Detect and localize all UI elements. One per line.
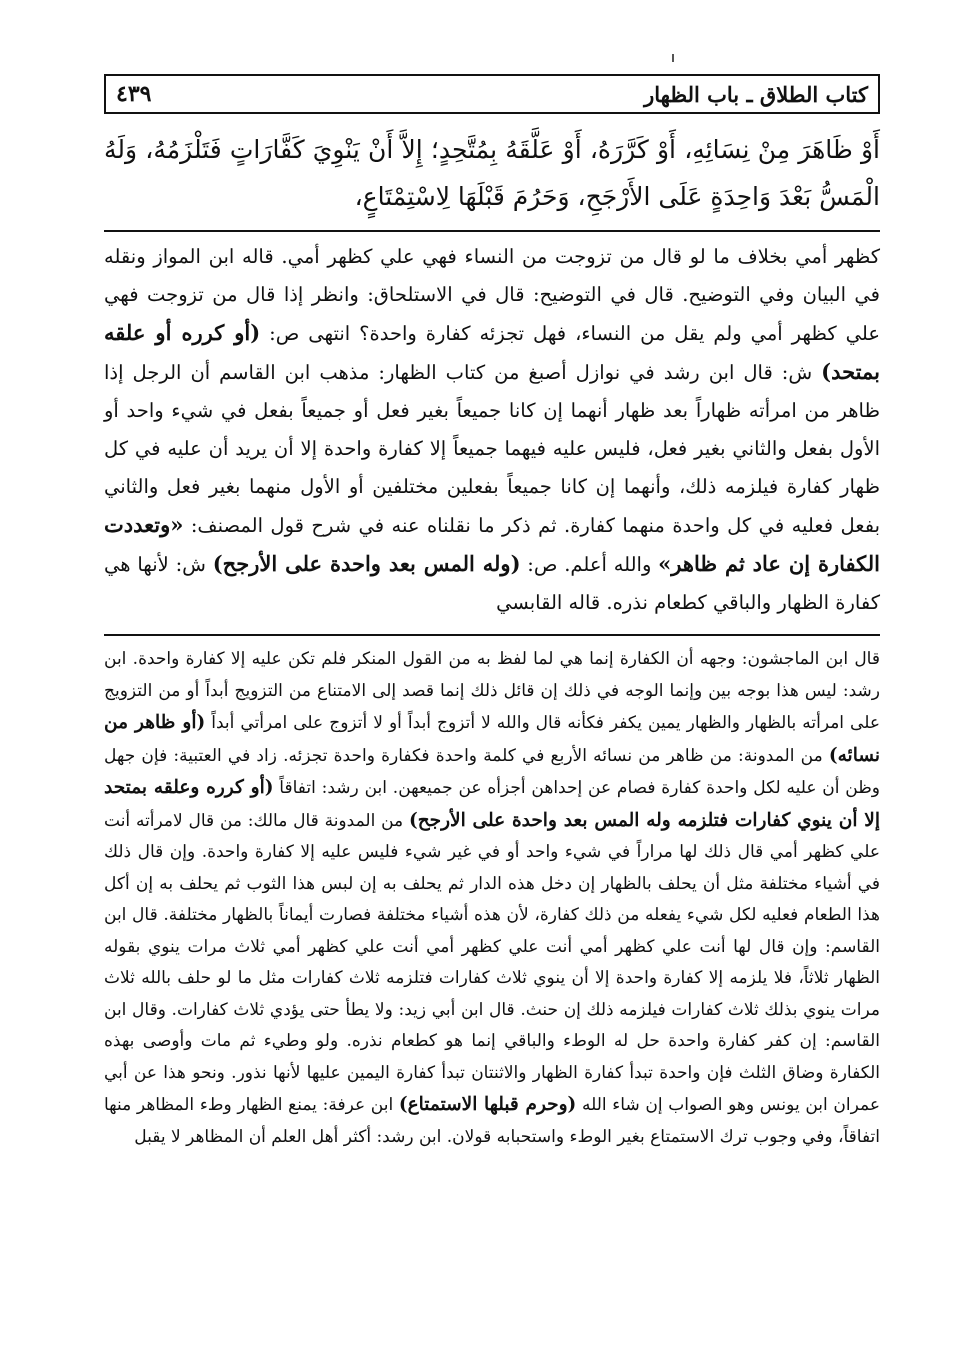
- hashiya-text-4: ابن عرفة: يمنع الظهار وطء المظاهر منها اتفاقاً، وفي وجوب ترك الاستمتاع بغير الوطء واستحبابه قولان. ابن رشد: أكثر أهل العلم أن المظاهر لا يقبل: [104, 1095, 880, 1147]
- page-number: ٤٣٩: [116, 81, 152, 107]
- matn-text: أَوْ ظَاهَرَ مِنْ نِسَائِهِ، أَوْ كَرَّرَهُ، أَوْ عَلَّقَهُ بِمُتَّحِدٍ؛ إِلاَّ أَنْ يَنْوِيَ كَفَّارَاتٍ فَتَلْزَمُهُ، وَلَهُ الْمَسُّ بَعْدَ وَاحِدَةٍ عَلَى الأَرْجَحِ، وَحَرُمَ قَبْلَهَا لِاسْتِمْتَاعٍ،: [104, 135, 880, 211]
- hashiya-quote-1: (أو ظاهر من نسائه): [104, 712, 880, 766]
- hashiya-quote-3: (وحرم قبلها الاستمتاع): [398, 1094, 577, 1115]
- hashiya-quote-2: (أو كرره وعلقه بمتحد إلا أن ينوي كفارات فتلزمه وله المس بعد واحدة على الأرجح): [104, 777, 880, 831]
- footnote-divider: [104, 634, 880, 636]
- scan-speck: [672, 54, 674, 62]
- sharh-quote-1: (أو كرره أو علقه بمتحد): [104, 320, 880, 384]
- sharh-text-4: ش: لأنها هي كفارة الظهار والباقي كطعام نذره. قاله القابسي: [104, 553, 880, 614]
- sharh-commentary: [104, 238, 880, 622]
- running-title: كتاب الطلاق ـ باب الظهار: [644, 81, 868, 107]
- sharh-text-2: ش: قال ابن رشد في نوازل أصبغ من كتاب الظهار: مذهب ابن القاسم أن الرجل إذا ظاهر من امرأته ظهاراً بعد ظهار أنهما إن كانا جميعاً بغير فعل أو جميعاً بفعل في شيء واحد أو الأول بفعل والثاني بغير فعل، فليس عليه فيهما جميعاً إلا كفارة واحدة إلا أن يريد أن عليه في كل ظهار كفارة فيلزمه ذلك، وأنهما إن كانا جميعاً بفعلين مختلفين أو الأول منهما بغير فعل والثاني بفعل فعليه في كل واحدة منهما كفارة. ثم ذكر ما نقلناه عنه في شرح قول المصنف:: [104, 361, 880, 537]
- hashiya-text-3: من المدونة قال مالك: من قال لامرأته أنت علي كظهر أمي قال ذلك لها مراراً في شيء واحد أو في غير شيء فليس عليه إلا كفارة واحدة. وإن قال ذلك في أشياء مختلفة مثل أن يحلف بالظهار إن دخل هذه الدار ثم يحلف به إن لبس هذا الثوب ثم يحلف به إن أكل هذا الطعام فعليه لكل شيء يفعله من ذلك كفارة، لأن هذه أشياء مختلفة فصارت أيماناً بالظهار مختلفة. قال ابن القاسم: وإن قال لها أنت علي كظهر أمي أنت علي كظهر أمي أنت علي كظهر أمي ثلاث مرات ينوي بقوله الظهار ثلاثاً، فلا يلزمه إلا كفارة واحدة إلا أن ينوي ثلاث كفارات فتلزمه ثلاث كفارات مثل ما لو حلف بالله ثلاث مرات ينوي بذلك ثلاث كفارات فيلزمه ذلك إن حنث. قال ابن أبي زيد: ولا يطأ حتى يؤدي ثلاث كفارات. وقال ابن القاسم: إن كفر كفارة واحدة حل له الوطء والباقي إنما هو كطعام نذره. ولو وطيء ثم مات وأوصى بهذه الكفارة وضاق الثلث فإن واحدة تبدأ كفارة الظهار والاثنتان تبدأ كفارة اليمين عليها لأنها نذور. ونحو هذا عن أبي عمران ابن يونس وهو الصواب إن شاء الله: [104, 810, 880, 1115]
- hashiya-text-1: قال ابن الماجشون: وجهه أن الكفارة إنما هي لما لفظ به من القول المنكر فلم تكن عليه إلا كفارة واحدة. ابن رشد: ليس هذا بوجه بين وإنما الوجه في ذلك إن قائل ذلك إنما قصد إلى الامتناع من التزويج أبداً أو من التزويج على امرأته بالظهار والظهار يمين يكفر فكأنه قال والله لا أتزوج أبداً أو لا أتزوج على امرأتي أبداً: [104, 649, 880, 733]
- sharh-text-1: كظهر أمي بخلاف ما لو قال من تزوجت من النساء فهي علي كظهر أمي. قاله ابن المواز ونقله في البيان وفي التوضيح. قال في التوضيح: قال في الاستلحاق: وانظر إذا قال من تزوجت فهي علي كظهر أمي ولم يقل من النساء، فهل تجزئه كفارة واحدة؟ انتهى ص:: [104, 245, 880, 345]
- book-page: [104, 74, 880, 1153]
- hashiya-footnotes: [104, 644, 880, 1153]
- sharh-quote-2: «وتعددت الكفارة إن عاد ثم ظاهر»: [104, 512, 881, 576]
- page-header: [104, 74, 880, 114]
- sharh-text-3: والله أعلم. ص:: [520, 553, 659, 576]
- matn-divider: [104, 230, 880, 232]
- sharh-quote-3: (وله المس بعد واحدة على الأرجح): [212, 551, 521, 576]
- hashiya-text-2: من المدونة: من ظاهر من نسائه الأربع في كلمة واحدة فكفارة واحدة تجزئه. زاد في العتبية: فإن جهل وظن أن عليه لكل واحدة كفارة فصام عن إحداهن أجزأه عن جميعهن. ابن رشد: اتفاقاً: [104, 745, 880, 798]
